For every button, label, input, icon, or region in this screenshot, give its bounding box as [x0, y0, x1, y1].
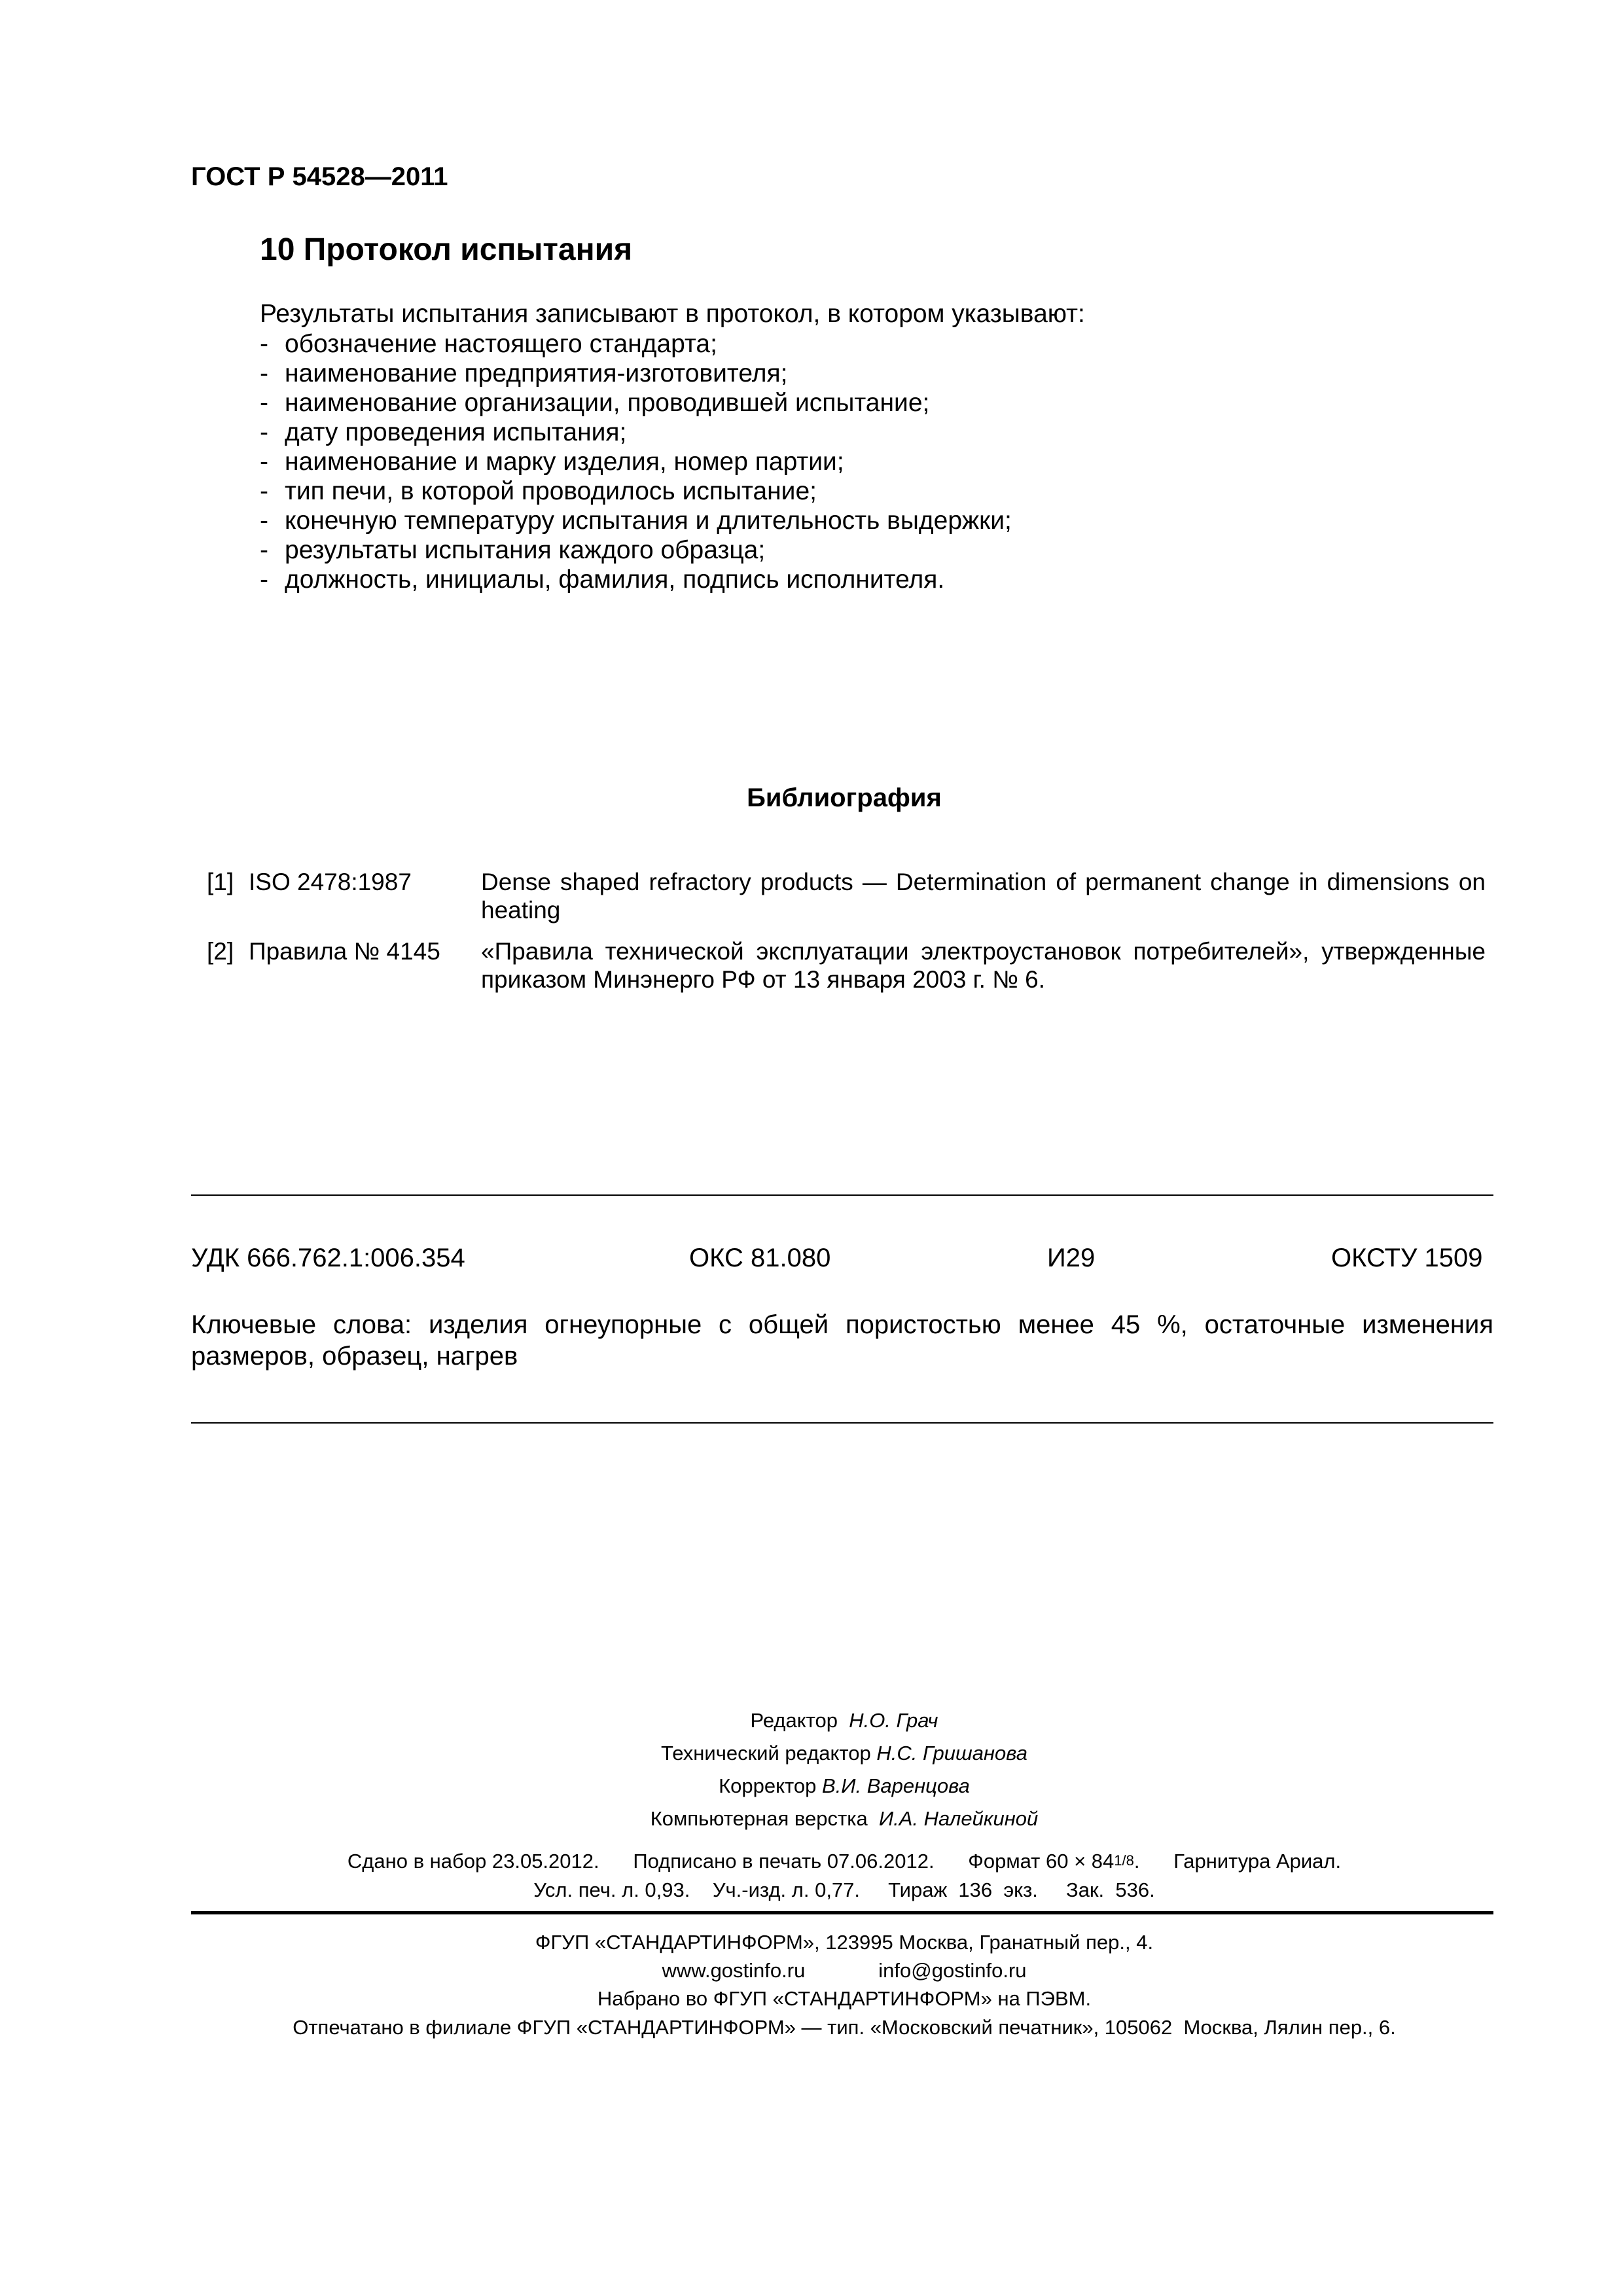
list-dash: -	[260, 389, 268, 417]
list-item-text: дату проведения испытания;	[285, 418, 627, 446]
udk-code: УДК 666.762.1:006.354	[191, 1244, 465, 1272]
credits-block	[0, 1704, 1623, 1835]
credit-name: В.И. Варенцова	[822, 1774, 970, 1797]
list-dash: -	[260, 477, 268, 505]
credit-role: Редактор	[750, 1709, 838, 1732]
print-info-line: Сдано в набор 23.05.2012. Подписано в печать 07.06.2012. Формат 60 × 841/8. Гарнитура Ариал.	[347, 1850, 1342, 1873]
divider-line	[191, 1194, 1493, 1196]
list-dash: -	[260, 359, 268, 387]
credit-line	[0, 1803, 1623, 1835]
list-item-text: должность, инициалы, фамилия, подпись исполнителя.	[285, 565, 945, 594]
reference-number: [1]	[207, 869, 234, 895]
printed-info: Отпечатано в филиале ФГУП «СТАНДАРТИНФОРМ» — тип. «Московский печатник», 105062 Москва, Лялин пер., 6.	[293, 2016, 1396, 2039]
document-code: ГОСТ Р 54528—2011	[191, 162, 448, 191]
list-item-text: тип печи, в которой проводилось испытание;	[285, 477, 817, 505]
reference-code: ISO 2478:1987	[249, 869, 412, 895]
publisher-website[interactable]: www.gostinfo.ru	[662, 1959, 806, 1982]
divider-line	[191, 1422, 1493, 1424]
credit-role: Компьютерная верстка	[650, 1807, 868, 1830]
list-dash: -	[260, 536, 268, 564]
credit-name: И.А. Налейкиной	[878, 1807, 1039, 1830]
list-item	[260, 388, 1012, 418]
list-item-text: конечную температуру испытания и длительность выдержки;	[285, 507, 1012, 535]
list-item	[260, 329, 1012, 359]
credit-role: Технический редактор	[661, 1742, 871, 1765]
credit-name: Н.О. Грач	[849, 1709, 938, 1732]
list-dash: -	[260, 448, 268, 476]
list-item	[260, 506, 1012, 535]
format-value: Формат 60 × 84	[968, 1850, 1115, 1873]
credit-line	[0, 1737, 1623, 1770]
list-dash: -	[260, 507, 268, 535]
print-info-line-2: Усл. печ. л. 0,93. Уч.-изд. л. 0,77. Тираж 136 экз. Зак. 536.	[533, 1878, 1155, 1901]
okstu-code: ОКСТУ 1509	[1331, 1244, 1483, 1272]
list-item-text: результаты испытания каждого образца;	[285, 536, 766, 564]
submitted-date: Сдано в набор 23.05.2012.	[347, 1850, 599, 1873]
list-item-text: наименование предприятия-изготовителя;	[285, 359, 788, 387]
credit-name: Н.С. Гришанова	[876, 1742, 1027, 1765]
list-item	[260, 447, 1012, 476]
list-dash: -	[260, 330, 268, 358]
credit-line	[0, 1704, 1623, 1737]
list-item	[260, 565, 1012, 594]
list-dash: -	[260, 565, 268, 594]
font-info: Гарнитура Ариал.	[1173, 1850, 1342, 1873]
protocol-items-list	[260, 329, 1012, 594]
publisher-contacts	[0, 1959, 1623, 1982]
format-fraction: 1/8	[1114, 1852, 1134, 1869]
reference-code: Правила № 4145	[249, 938, 440, 965]
section-intro: Результаты испытания записывают в протокол, в котором указывают:	[260, 300, 1085, 328]
list-item-text: обозначение настоящего стандарта;	[285, 330, 717, 358]
typeset-info: Набрано во ФГУП «СТАНДАРТИНФОРМ» на ПЭВМ.	[597, 1987, 1092, 2010]
list-item	[260, 359, 1012, 388]
reference-text: «Правила технической эксплуатации электроустановок потребителей», утвержденные приказом Минэнерго РФ от 13 января 2003 г. № 6.	[481, 938, 1486, 993]
divider-thick-line	[191, 1911, 1493, 1914]
list-item	[260, 418, 1012, 447]
signed-date: Подписано в печать 07.06.2012.	[633, 1850, 935, 1873]
list-dash: -	[260, 418, 268, 446]
credit-role: Корректор	[719, 1774, 817, 1797]
section-title: 10 Протокол испытания	[260, 232, 633, 267]
bibliography-title: Библиография	[747, 783, 942, 812]
oks-code: ОКС 81.080	[689, 1244, 831, 1272]
list-item-text: наименование организации, проводившей испытание;	[285, 389, 930, 417]
reference-number: [2]	[207, 938, 234, 965]
publisher-email[interactable]: info@gostinfo.ru	[878, 1959, 1027, 1982]
publisher-address: ФГУП «СТАНДАРТИНФОРМ», 123995 Москва, Гранатный пер., 4.	[535, 1931, 1154, 1954]
i-code: И29	[1047, 1244, 1096, 1272]
list-item	[260, 476, 1012, 506]
list-item-text: наименование и марку изделия, номер партии;	[285, 448, 844, 476]
keywords: Ключевые слова: изделия огнеупорные с общей пористостью менее 45 %, остаточные изменения размеров, образец, нагрев	[191, 1310, 1493, 1371]
list-item	[260, 535, 1012, 565]
reference-text: Dense shaped refractory products — Determination of permanent change in dimensions on heating	[481, 869, 1486, 924]
credit-line	[0, 1770, 1623, 1803]
